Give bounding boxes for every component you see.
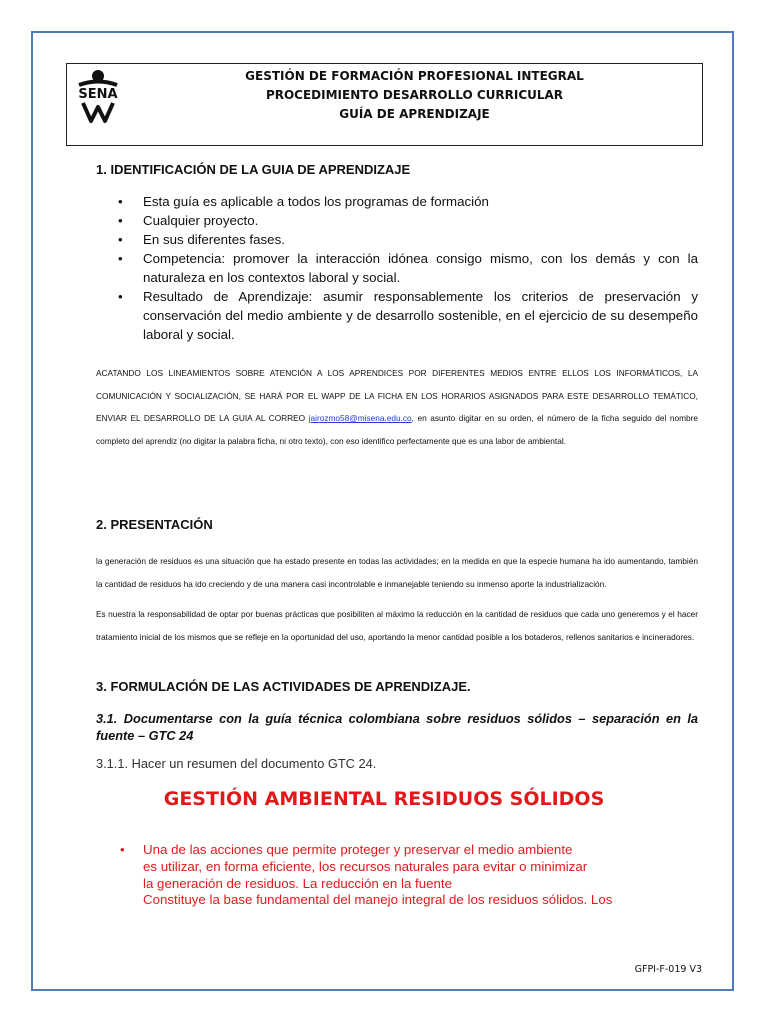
red-line-3: la generación de residuos. La reducción en la fuente [143, 875, 452, 891]
section-2-title: 2. PRESENTACIÓN [96, 517, 213, 532]
section-3-title: 3. FORMULACIÓN DE LAS ACTIVIDADES DE APRENDIZAJE. [96, 679, 471, 694]
header-line-2: PROCEDIMIENTO DESARROLLO CURRICULAR [265, 88, 564, 102]
presentation-paragraph-2: Es nuestra la responsabilidad de optar por buenas prácticas que posibiliten al máximo la reducción en la cantidad de residuos que cada uno generemos y el hacer tratamiento inicial de los mismos que se refleje en la oportunidad del uso, aportando la menor cantidad posible a los botaderos, rellenos sanitarios e incineradores. [96, 609, 698, 642]
notice-paragraph [96, 362, 698, 452]
list-item: • En sus diferentes fases. [118, 230, 698, 249]
list-item: • Resultado de Aprendizaje: asumir responsablemente los criterios de preservación y conservación del medio ambiente y de desarrollo sostenible, en el ejercicio de su desempeño laboral y social. [118, 287, 698, 344]
header-line-3: GUÍA DE APRENDIZAJE [339, 107, 490, 121]
bullet-icon: • [120, 842, 125, 857]
logo-text: SENA [78, 87, 118, 102]
list-item: • Esta guía es aplicable a todos los programas de formación [118, 192, 698, 211]
list-item: • Cualquier proyecto. [118, 211, 698, 230]
email-link[interactable]: jairozmo58@misena.edu.co [308, 413, 412, 423]
notice-text-after: , en asunto digitar en su orden, el número de la ficha seguido del nombre completo del aprendiz (no digitar la palabra ficha, ni otro texto), con eso identifico perfectamente que es una labor de ambiental. [96, 413, 698, 446]
document-header [66, 63, 703, 146]
list-item: • Competencia: promover la interacción idónea consigo mismo, con los demás y con la naturaleza en los contextos laboral y social. [118, 249, 698, 287]
red-line-1: Una de las acciones que permite proteger y preservar el medio ambiente [143, 842, 573, 857]
presentation-paragraph-1: la generación de residuos es una situación que ha estado presente en todas las actividades; en la medida en que la especie humana ha ido aumentando, también la cantidad de residuos ha ido creciendo y de una manera casi incontrolable e inmanejable teniendo su inmenso aporte la industrialización. [96, 556, 698, 589]
notice-text-before: ACATANDO LOS LINEAMIENTOS SOBRE ATENCIÓN A LOS APRENDICES POR DIFERENTES MEDIOS ENTRE ELLOS LOS INFORMÁTICOS, LA COMUNICACIÓN Y SOCIALIZACIÓN, SE HARÁ POR EL WAPP DE LA FICHA EN LOS HORARIOS ASIGNADOS PARA ESTE DESARROLLO TEMÁTICO, ENVIAR EL DESARROLLO DE LA GUIA AL CORREO [96, 368, 698, 423]
section-3-item: 3.1.1. Hacer un resumen del documento GTC 24. [96, 756, 377, 771]
red-bullet-item [120, 842, 680, 909]
red-line-4: Constituye la base fundamental del manejo integral de los residuos sólidos. Los [143, 892, 613, 908]
red-line-2: es utilizar, en forma eficiente, los recursos naturales para evitar o minimizar [143, 858, 588, 874]
main-title: GESTIÓN AMBIENTAL RESIDUOS SÓLIDOS [163, 788, 605, 810]
section-1-bullets [118, 192, 698, 344]
section-3-subtitle: 3.1. Documentarse con la guía técnica colombiana sobre residuos sólidos – separación en la fuente – GTC 24 [96, 711, 698, 743]
header-line-1: GESTIÓN DE FORMACIÓN PROFESIONAL INTEGRAL [245, 69, 584, 83]
section-1-title: 1. IDENTIFICACIÓN DE LA GUIA DE APRENDIZAJE [96, 162, 411, 177]
footer-code: GFPI-F-019 V3 [634, 964, 702, 975]
sena-logo [69, 67, 127, 125]
